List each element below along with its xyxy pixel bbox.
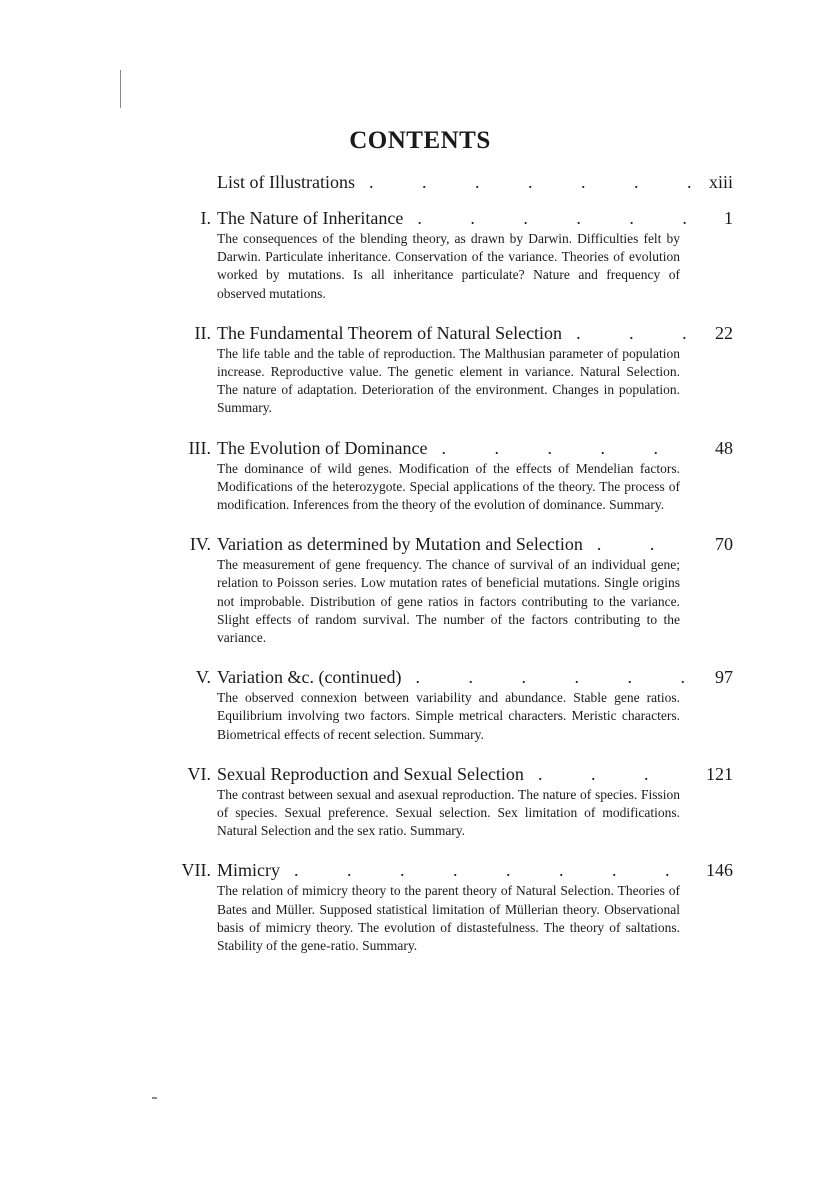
dot-leader [562,321,693,345]
chapter-summary: The dominance of wild genes. Modification of the effects of Mendelian factors. Modifications of the heterozygote. Special applications of the theory. The process of modification. Inferences from the theory of the evolution of dominance. Summary. [217,460,680,513]
illustrations-entry[interactable] [165,170,733,194]
dot-leader [403,206,693,230]
dot-leader [524,762,693,786]
dot-leader [583,532,693,556]
chapter-entry-3[interactable] [165,436,733,515]
chapter-entry-5[interactable] [165,665,733,744]
chapter-page-number: 48 [715,437,733,458]
chapter-title: Sexual Reproduction and Sexual Selection [217,763,524,784]
chapter-page-number: 97 [715,667,733,688]
chapter-numeral: IV. [189,534,211,555]
chapter-entry-7[interactable] [165,858,733,955]
illustrations-title: List of Illustrations [217,172,355,192]
chapter-numeral: I. [200,208,211,228]
chapter-entry-6[interactable] [165,762,733,841]
chapter-page-number: 146 [706,860,733,881]
chapter-title: The Evolution of Dominance [217,437,428,458]
margin-mark [120,70,121,108]
table-of-contents [165,170,733,973]
chapter-summary: The measurement of gene frequency. The chance of survival of an individual gene; relation to Poisson series. Low mutation rates of beneficial mutations. Single origins not improbable. Distribution of gene ratios in factors contributing to the variance. Slight effects of random survival. The number of the factors contributing to the variance. [217,557,680,646]
chapter-title: The Nature of Inheritance [217,208,404,228]
chapter-numeral: III. [188,437,211,458]
stray-mark [152,1097,157,1099]
chapter-title: The Fundamental Theorem of Natural Selection [217,322,563,343]
chapter-numeral: VII. [181,860,211,881]
chapter-page-number: 22 [715,322,733,343]
dot-leader [355,170,693,194]
chapter-summary: The relation of mimicry theory to the parent theory of Natural Selection. Theories of Bates and Müller. Supposed statistical limitation of Müllerian theory. Observational basis of mimicry theory. The evolution of distastefulness. The theory of saltations. Stability of the gene-ratio. Summary. [217,883,680,954]
chapter-numeral: VI. [187,763,211,784]
dot-leader [280,858,693,882]
chapter-summary: The contrast between sexual and asexual reproduction. The nature of species. Fission of species. Sexual preference. Sexual selection. Sex limitation of modifications. Natural Selection and the sex ratio. Summary. [217,786,680,839]
page-title: CONTENTS [349,127,491,154]
chapter-entry-2[interactable] [165,321,733,418]
chapter-numeral: II. [194,322,211,343]
dot-leader [401,665,693,689]
chapter-summary: The observed connexion between variability and abundance. Stable gene ratios. Equilibrium involving two factors. Simple metrical characters. Meristic characters. Biometrical effects of recent selection. Summary. [217,690,680,742]
chapter-numeral: V. [195,667,211,688]
chapter-title: Variation &c. (continued) [217,667,402,688]
chapter-title: Mimicry [217,860,280,881]
illustrations-page-number: xiii [708,172,733,192]
chapter-page-number: 70 [715,534,733,555]
chapter-summary: The consequences of the blending theory, as drawn by Darwin. Difficulties felt by Darwin. Particulate inheritance. Conservation of the variance. Theories of evolution worked by mutations. Is all inheritance particulate? Nature and frequency of observed mutations. [217,231,680,301]
dot-leader [427,436,693,460]
chapter-page-number: 121 [706,763,733,784]
chapter-entry-1[interactable] [165,206,733,303]
chapter-summary: The life table and the table of reproduction. The Malthusian parameter of population increase. Reproductive value. The genetic element in variance. Natural Selection. The nature of adaptation. Deterioration of the environment. Changes in population. Summary. [217,345,680,416]
chapter-title: Variation as determined by Mutation and Selection [217,534,583,555]
chapter-entry-4[interactable] [165,532,733,647]
chapter-page-number: 1 [724,208,733,228]
